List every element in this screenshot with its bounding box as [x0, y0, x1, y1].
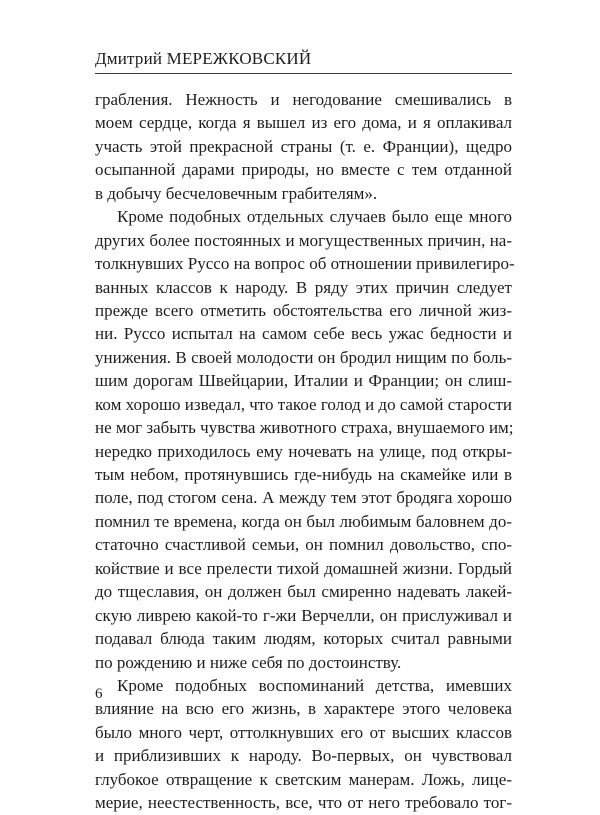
- text-line: ванных классов к народу. В ряду этих причин следует: [95, 277, 512, 297]
- page-number: 6: [95, 686, 103, 702]
- text-line: осыпанной дарами природы, но вместе с тем отданной: [95, 160, 512, 180]
- text-line: поле, под стогом сена. А между тем этот бродяга хорошо: [95, 488, 512, 508]
- text-line: не мог забыть чувства животного страха, внушаемого им;: [95, 418, 514, 438]
- text-line: мерие, неестественность, все, что от него требовало тог-: [95, 793, 512, 813]
- text-line: шим дорогам Швейцарии, Италии и Франции; он слиш-: [95, 371, 512, 391]
- author-name: Дмитрий МЕРЕЖКОВСКИЙ: [95, 49, 312, 68]
- text-line: моем сердце, когда я вышел из его дома, и я оплакивал: [95, 113, 512, 133]
- text-line: участь этой прекрасной страны (т. е. Франции), щедро: [95, 136, 512, 156]
- text-line: было много черт, оттолкнувших его от высших классов: [95, 722, 512, 742]
- text-line: по рождению и ниже себя по достоинству.: [95, 652, 402, 672]
- text-line: подавал блюда таким людям, которых считал равными: [95, 629, 512, 649]
- text-line: глубокое отвращение к светским манерам. Ложь, лице-: [95, 769, 512, 789]
- text-line: прежде всего отметить обстоятельства его личной жиз-: [95, 300, 512, 320]
- text-line: нередко приходилось ему ночевать на улице, под откры-: [95, 441, 512, 461]
- text-line: Кроме подобных воспоминаний детства, имевших: [117, 675, 512, 695]
- body-text: [95, 88, 515, 815]
- text-line: грабления. Нежность и негодование смешивались в: [95, 90, 512, 109]
- text-line: статочно счастливой семьи, он помнил довольство, спо-: [95, 535, 512, 555]
- text-line: ком хорошо изведал, что такое голод и до самой старости: [95, 394, 512, 414]
- text-line: унижения. В своей молодости он бродил нищим по боль-: [95, 347, 512, 367]
- text-line: тым небом, протянувшись где-нибудь на скамейке или в: [95, 465, 512, 484]
- text-line: в добычу бесчеловечным грабителям».: [95, 183, 378, 203]
- text-line: помнил те времена, когда он был любимым баловнем до-: [95, 511, 512, 531]
- text-line: до тщеславия, он должен был смиренно надевать лакей-: [95, 582, 512, 602]
- text-line: Кроме подобных отдельных случаев было еще много: [117, 207, 512, 227]
- running-header: [95, 47, 512, 74]
- text-line: ни. Руссо испытал на самом себе весь ужас бедности и: [95, 324, 512, 344]
- text-line: и приблизивших к народу. Во-первых, он чувствовал: [95, 746, 512, 766]
- text-line: толкнувших Руссо на вопрос об отношении привилегиро-: [95, 254, 515, 274]
- text-line: влияние на всю его жизнь, в характере этого человека: [95, 699, 512, 719]
- text-line: койствие и все прелести тихой домашней жизни. Гордый: [95, 558, 512, 578]
- text-line: скую ливрею какой-то г-жи Верчелли, он прислуживал и: [95, 605, 512, 625]
- text-line: других более постоянных и могущественных причин, на-: [95, 230, 512, 250]
